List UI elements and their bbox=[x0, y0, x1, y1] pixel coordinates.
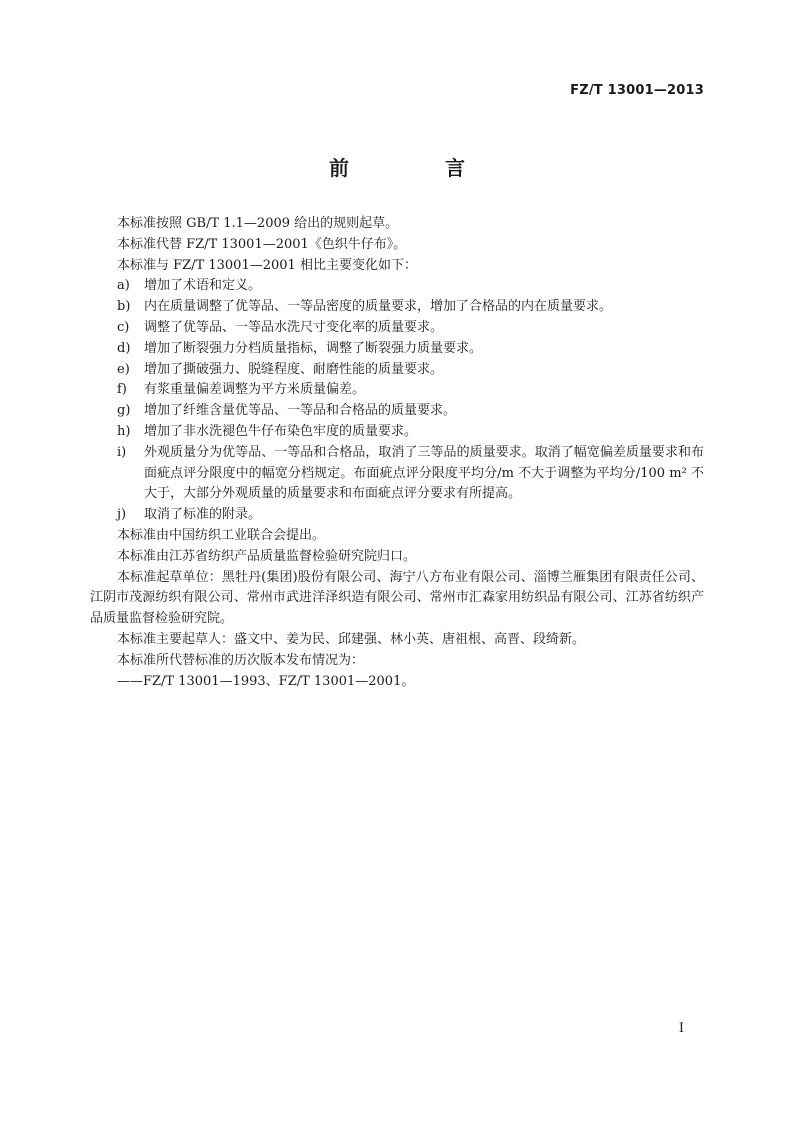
list-text: 增加了断裂强力分档质量指标，调整了断裂强力质量要求。 bbox=[144, 340, 483, 356]
list-item bbox=[90, 339, 704, 360]
list-item bbox=[90, 318, 704, 339]
list-item bbox=[90, 360, 704, 381]
page-title: 前 言 bbox=[329, 156, 503, 180]
list-text: 内在质量调整了优等品、一等品密度的质量要求，增加了合格品的内在质量要求。 bbox=[144, 299, 613, 315]
list-text: 调整了优等品、一等品水洗尺寸变化率的质量要求。 bbox=[144, 319, 444, 335]
list-marker: a) bbox=[117, 278, 130, 294]
paragraph: 本标准代替 FZ/T 13001—2001《色织牛仔布》。 bbox=[117, 236, 407, 252]
list-marker: e) bbox=[117, 361, 130, 377]
list-item bbox=[90, 297, 704, 318]
paragraph: 本标准所代替标准的历次版本发布情况为： bbox=[117, 652, 365, 668]
list-item bbox=[90, 443, 704, 505]
paragraph: 本标准由中国纺织工业联合会提出。 bbox=[117, 527, 326, 543]
list-text: 增加了撕破强力、脱缝程度、耐磨性能的质量要求。 bbox=[144, 361, 444, 377]
list-marker: c) bbox=[117, 319, 130, 335]
list-item bbox=[90, 401, 704, 422]
list-marker: f) bbox=[117, 382, 127, 398]
list-item bbox=[90, 380, 704, 401]
list-marker: b) bbox=[117, 299, 131, 315]
standard-code: FZ/T 13001—2013 bbox=[570, 83, 704, 98]
list-text: 增加了非水洗褪色牛仔布染色牢度的质量要求。 bbox=[144, 423, 418, 439]
page-number: I bbox=[678, 1021, 684, 1036]
list-text: 增加了纤维含量优等品、一等品和合格品的质量要求。 bbox=[144, 403, 457, 419]
list-text: 外观质量分为优等品、一等品和合格品，取消了三等品的质量要求。取消了幅宽偏差质量要求和布面疵点评分限度中的幅宽分档规定。布面疵点评分限度平均分/m 不大于调整为平均分/100 m² 不大于，大部分外观质量的质量要求和布面疵点评分要求有所提高。 bbox=[144, 444, 704, 502]
list-item bbox=[90, 422, 704, 443]
paragraph: 本标准按照 GB/T 1.1—2009 给出的规则起草。 bbox=[117, 216, 399, 231]
list-marker: d) bbox=[117, 340, 131, 356]
list-item bbox=[90, 276, 704, 297]
foreword-body bbox=[90, 214, 704, 692]
list-marker: j) bbox=[117, 507, 127, 523]
list-item bbox=[90, 505, 704, 526]
list-text: 增加了术语和定义。 bbox=[144, 278, 262, 294]
list-text: 取消了标准的附录。 bbox=[144, 507, 262, 523]
paragraph: 本标准与 FZ/T 13001—2001 相比主要变化如下： bbox=[117, 257, 417, 273]
paragraph: 本标准起草单位：黑牡丹(集团)股份有限公司、海宁八方布业有限公司、淄博兰雁集团有限责任公司、江阴市茂源纺织有限公司、常州市武进洋泽织造有限公司、常州市汇森家用纺织品有限公司、江苏省纺织产品质量监督检验研究院。 bbox=[90, 569, 704, 627]
list-marker: h) bbox=[117, 423, 131, 439]
list-text: 有浆重量偏差调整为平方米质量偏差。 bbox=[144, 382, 366, 398]
list-marker: g) bbox=[117, 403, 131, 419]
list-marker: i) bbox=[117, 444, 127, 460]
paragraph: 本标准主要起草人：盛文中、姜为民、邱建强、林小英、唐祖根、高晋、段绮新。 bbox=[117, 631, 586, 647]
paragraph: 本标准由江苏省纺织产品质量监督检验研究院归口。 bbox=[117, 548, 417, 564]
paragraph: ——FZ/T 13001—1993、FZ/T 13001—2001。 bbox=[117, 673, 415, 689]
